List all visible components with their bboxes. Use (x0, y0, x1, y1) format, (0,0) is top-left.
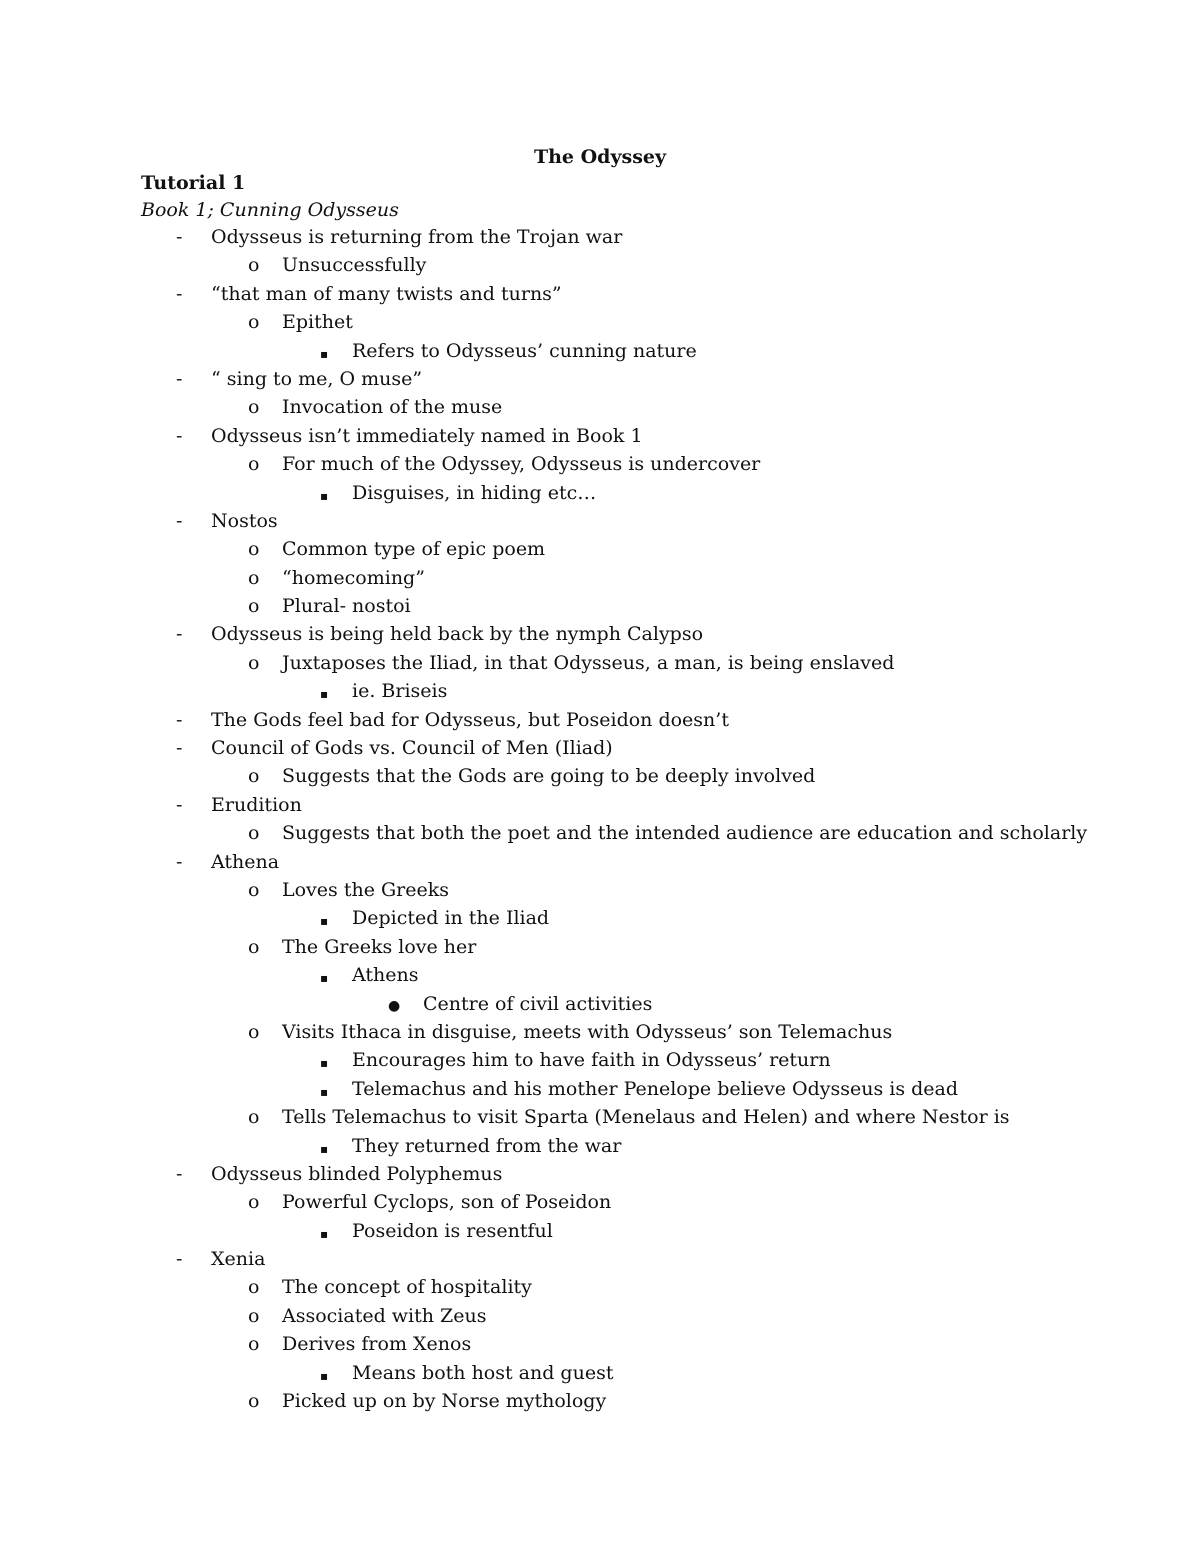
document-title: The Odyssey (533, 146, 667, 168)
list-item (0, 1162, 1200, 1190)
circle-bullet-icon: o (248, 878, 260, 901)
outline-list (0, 225, 1200, 1417)
list-item (0, 452, 1200, 480)
bullet-bullet-icon: ● (388, 997, 401, 1014)
list-item-text: Powerful Cyclops, son of Poseidon (282, 1191, 612, 1214)
list-item (0, 395, 1200, 423)
list-item-text: Encourages him to have faith in Odysseus’ return (352, 1049, 831, 1072)
dash-bullet-icon: - (176, 367, 183, 390)
list-item (0, 1077, 1200, 1105)
square-bullet-icon: ▪ (320, 1056, 329, 1071)
list-item-text: Athens (352, 964, 419, 987)
list-item (0, 1247, 1200, 1275)
list-item (0, 537, 1200, 565)
list-item-text: “homecoming” (282, 566, 425, 589)
section-heading: Tutorial 1 (141, 172, 246, 194)
dash-bullet-icon: - (176, 737, 183, 760)
square-bullet-icon: ▪ (320, 914, 329, 929)
list-item (0, 764, 1200, 792)
dash-bullet-icon: - (176, 1248, 183, 1271)
list-item-text: Disguises, in hiding etc… (352, 481, 597, 504)
list-item-text: Odysseus isn’t immediately named in Book 1 (211, 424, 643, 447)
circle-bullet-icon: o (248, 765, 260, 788)
circle-bullet-icon: o (248, 595, 260, 618)
list-item-text: Depicted in the Iliad (352, 907, 550, 930)
list-item-text: ie. Briseis (352, 680, 448, 703)
square-bullet-icon: ▪ (320, 1141, 329, 1156)
circle-bullet-icon: o (248, 1020, 260, 1043)
list-item-text: Nostos (211, 509, 278, 532)
list-item (0, 1361, 1200, 1389)
square-bullet-icon: ▪ (320, 346, 329, 361)
list-item (0, 1275, 1200, 1303)
list-item-text: Plural- nostoi (282, 595, 411, 618)
list-item-text: Picked up on by Norse mythology (282, 1390, 607, 1413)
list-item-text: Unsuccessfully (282, 254, 427, 277)
list-item (0, 1105, 1200, 1133)
list-item (0, 679, 1200, 707)
dash-bullet-icon: - (176, 708, 183, 731)
dash-bullet-icon: - (176, 424, 183, 447)
circle-bullet-icon: o (248, 311, 260, 334)
list-item-text: Suggests that the Gods are going to be deeply involved (282, 765, 816, 788)
dash-bullet-icon: - (176, 226, 183, 248)
circle-bullet-icon: o (248, 1191, 260, 1214)
list-item (0, 424, 1200, 452)
circle-bullet-icon: o (248, 1106, 260, 1129)
circle-bullet-icon: o (248, 453, 260, 476)
list-item-text: Derives from Xenos (282, 1333, 472, 1356)
list-item (0, 1020, 1200, 1048)
list-item-text: Refers to Odysseus’ cunning nature (352, 339, 697, 362)
list-item (0, 339, 1200, 367)
list-item (0, 935, 1200, 963)
list-item-text: Means both host and guest (352, 1361, 614, 1384)
list-item-text: The Greeks love her (282, 935, 477, 958)
section-subheading: Book 1; Cunning Odysseus (141, 199, 399, 221)
list-item (0, 310, 1200, 338)
list-item-text: Epithet (282, 311, 353, 334)
square-bullet-icon: ▪ (320, 1368, 329, 1383)
circle-bullet-icon: o (248, 651, 260, 674)
dash-bullet-icon: - (176, 850, 183, 873)
list-item (0, 594, 1200, 622)
list-item-text: Centre of civil activities (423, 992, 653, 1015)
circle-bullet-icon: o (248, 1276, 260, 1299)
list-item-text: For much of the Odyssey, Odysseus is undercover (282, 453, 761, 476)
list-item-text: “that man of many twists and turns” (211, 282, 562, 305)
list-item-text: Juxtaposes the Iliad, in that Odysseus, a man, is being enslaved (282, 651, 895, 674)
list-item (0, 906, 1200, 934)
circle-bullet-icon: o (248, 1304, 260, 1327)
list-item-text: Odysseus is returning from the Trojan war (211, 226, 623, 248)
list-item-text: Loves the Greeks (282, 878, 449, 901)
square-bullet-icon: ▪ (320, 687, 329, 702)
circle-bullet-icon: o (248, 396, 260, 419)
list-item (0, 1134, 1200, 1162)
list-item (0, 736, 1200, 764)
list-item-text: Xenia (211, 1248, 266, 1271)
dash-bullet-icon: - (176, 623, 183, 646)
list-item-text: The concept of hospitality (282, 1276, 532, 1299)
list-item (0, 1304, 1200, 1332)
circle-bullet-icon: o (248, 254, 260, 277)
circle-bullet-icon: o (248, 822, 260, 845)
list-item-text: Odysseus blinded Polyphemus (211, 1162, 503, 1185)
list-item (0, 253, 1200, 281)
square-bullet-icon: ▪ (320, 1226, 329, 1241)
list-item-text: “ sing to me, O muse” (211, 367, 423, 390)
list-item (0, 793, 1200, 821)
list-item (0, 509, 1200, 537)
circle-bullet-icon: o (248, 935, 260, 958)
list-item-text: Erudition (211, 793, 302, 816)
list-item-text: Council of Gods vs. Council of Men (Iliad) (211, 737, 613, 760)
list-item (0, 850, 1200, 878)
list-item-text: Common type of epic poem (282, 538, 546, 561)
list-item (0, 1219, 1200, 1247)
square-bullet-icon: ▪ (320, 1084, 329, 1099)
circle-bullet-icon: o (248, 1333, 260, 1356)
square-bullet-icon: ▪ (320, 488, 329, 503)
circle-bullet-icon: o (248, 1390, 260, 1413)
list-item-text: Invocation of the muse (282, 396, 503, 419)
dash-bullet-icon: - (176, 282, 183, 305)
list-item-text: Telemachus and his mother Penelope believe Odysseus is dead (352, 1077, 959, 1100)
list-item-text: Visits Ithaca in disguise, meets with Odysseus’ son Telemachus (282, 1020, 893, 1043)
square-bullet-icon: ▪ (320, 971, 329, 986)
list-item (0, 566, 1200, 594)
list-item (0, 651, 1200, 679)
list-item-text: Associated with Zeus (282, 1304, 487, 1327)
list-item (0, 992, 1200, 1020)
list-item (0, 1190, 1200, 1218)
list-item-text: The Gods feel bad for Odysseus, but Poseidon doesn’t (211, 708, 729, 731)
list-item (0, 1389, 1200, 1417)
list-item-text: Tells Telemachus to visit Sparta (Menelaus and Helen) and where Nestor is (282, 1106, 1010, 1129)
list-item (0, 1332, 1200, 1360)
list-item (0, 821, 1200, 849)
circle-bullet-icon: o (248, 538, 260, 561)
dash-bullet-icon: - (176, 509, 183, 532)
list-item (0, 708, 1200, 736)
list-item-text: Suggests that both the poet and the intended audience are education and scholarly (282, 822, 1088, 845)
list-item (0, 878, 1200, 906)
list-item (0, 481, 1200, 509)
list-item-text: They returned from the war (352, 1134, 622, 1157)
dash-bullet-icon: - (176, 1162, 183, 1185)
list-item-text: Poseidon is resentful (352, 1219, 553, 1242)
circle-bullet-icon: o (248, 566, 260, 589)
list-item (0, 282, 1200, 310)
list-item (0, 963, 1200, 991)
list-item (0, 622, 1200, 650)
list-item (0, 367, 1200, 395)
list-item-text: Athena (211, 850, 280, 873)
list-item (0, 225, 1200, 253)
dash-bullet-icon: - (176, 793, 183, 816)
list-item-text: Odysseus is being held back by the nymph Calypso (211, 623, 704, 646)
list-item (0, 1048, 1200, 1076)
